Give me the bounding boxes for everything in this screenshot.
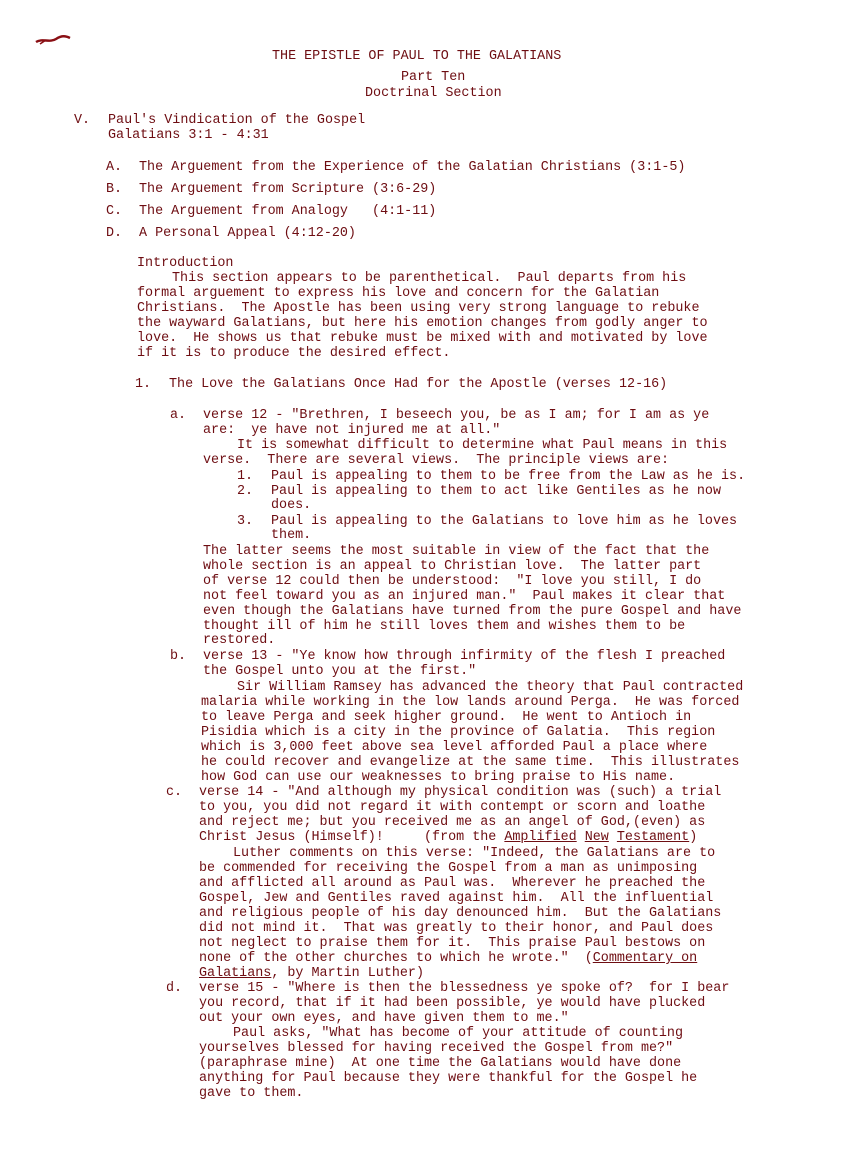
comment-line: Pisidia which is a city in the province of Galatia. This region	[201, 725, 716, 740]
view-line: Paul is appealing to them to be free from the Law as he is.	[271, 469, 746, 484]
intro-line: Christians. The Apostle has been using very strong language to rebuke	[137, 301, 700, 316]
comment-line: It is somewhat difficult to determine what Paul means in this	[237, 438, 728, 453]
outline-item-letter: B.	[106, 182, 123, 197]
outline-item-text: The Arguement from Scripture (3:6-29)	[139, 182, 437, 197]
conclusion-line: even though the Galatians have turned from the pure Gospel and have	[203, 604, 742, 619]
commentary-title: Commentary on	[592, 951, 698, 966]
subpoint-letter: d.	[166, 981, 183, 996]
verse-line: verse 14 - "And although my physical condition was (such) a trial	[199, 785, 722, 800]
verse-line: the Gospel unto you at the first."	[203, 664, 477, 679]
intro-line: the wayward Galatians, but here his emotion changes from godly anger to	[137, 316, 708, 331]
comment-line: yourselves blessed for having received the Gospel from me?"	[199, 1041, 674, 1056]
comment-line: Gospel, Jew and Gentiles raved against him. All the influential	[199, 891, 714, 906]
view-line: Paul is appealing to them to act like Gentiles as he now	[271, 484, 721, 499]
outline-numeral: V.	[74, 113, 91, 128]
conclusion-line: restored.	[203, 633, 276, 648]
section-label: Doctrinal Section	[365, 86, 502, 101]
verse-line: verse 15 - "Where is then the blessedness ye spoke of? for I bear	[199, 981, 730, 996]
subpoint-letter: a.	[170, 408, 187, 423]
comment-line: how God can use our weaknesses to bring praise to His name.	[201, 770, 676, 785]
view-number: 2.	[237, 484, 254, 499]
comment-line: (paraphrase mine) At one time the Galatians would have done	[199, 1056, 682, 1071]
outline-item-text: The Arguement from the Experience of the Galatian Christians (3:1-5)	[139, 160, 686, 175]
document-title: THE EPISTLE OF PAUL TO THE GALATIANS	[272, 49, 562, 64]
intro-line: formal arguement to express his love and concern for the Galatian	[137, 286, 660, 301]
view-number: 1.	[237, 469, 254, 484]
verse-line: and reject me; but you received me as an angel of God,(even) as	[199, 815, 706, 830]
comment-line: malaria while working in the low lands around Perga. He was forced	[201, 695, 740, 710]
view-line: them.	[271, 528, 312, 543]
comment-line: anything for Paul because they were thankful for the Gospel he	[199, 1071, 698, 1086]
verse-line: to you, you did not regard it with contempt or scorn and loathe	[199, 800, 706, 815]
conclusion-line: The latter seems the most suitable in view of the fact that the	[203, 544, 710, 559]
source-testament: Testament	[616, 830, 690, 845]
comment-line: not neglect to praise them for it. This praise Paul bestows on	[199, 936, 706, 951]
conclusion-line: not feel toward you as an injured man." Paul makes it clear that	[203, 589, 726, 604]
point-number: 1.	[135, 377, 152, 392]
subpoint-letter: c.	[166, 785, 183, 800]
comment-line: and religious people of his day denounced him. But the Galatians	[199, 906, 722, 921]
view-line: Paul is appealing to the Galatians to love him as he loves	[271, 514, 738, 529]
intro-heading: Introduction	[137, 256, 234, 271]
comment-line: to leave Perga and seek higher ground. He went to Antioch in	[201, 710, 692, 725]
verse-line: you record, that if it had been possible, ye would have plucked	[199, 996, 706, 1011]
view-number: 3.	[237, 514, 254, 529]
comment-line: gave to them.	[199, 1086, 304, 1101]
comment-line: and afflicted all around as Paul was. Wherever he preached the	[199, 876, 706, 891]
outline-item-letter: C.	[106, 204, 123, 219]
intro-line: if it is to produce the desired effect.	[137, 346, 451, 361]
ink-mark	[34, 34, 72, 46]
comment-line: which is 3,000 feet above sea level afforded Paul a place where	[201, 740, 708, 755]
comment-line: Luther comments on this verse: "Indeed, the Galatians are to	[233, 846, 716, 861]
intro-line: love. He shows us that rebuke must be mixed with and motivated by love	[137, 331, 708, 346]
view-line: does.	[271, 498, 312, 513]
comment-line: did not mind it. That was greatly to their honor, and Paul does	[199, 921, 714, 936]
part-label: Part Ten	[401, 70, 466, 85]
outline-item-letter: D.	[106, 226, 123, 241]
comment-line: he could recover and evangelize at the same time. This illustrates	[201, 755, 740, 770]
verse-source-line	[199, 830, 697, 845]
commentary-title: Galatians	[199, 966, 272, 981]
source-new: New	[584, 830, 609, 845]
outline-item-text: The Arguement from Analogy (4:1-11)	[139, 204, 437, 219]
commentary-author: , by Martin Luther)	[271, 966, 425, 981]
point-heading: The Love the Galatians Once Had for the Apostle (verses 12-16)	[169, 377, 668, 392]
intro-line: This section appears to be parenthetical. Paul departs from his	[172, 271, 687, 286]
outline-heading: Paul's Vindication of the Gospel	[108, 113, 366, 128]
comment-line: Paul asks, "What has become of your attitude of counting	[233, 1026, 683, 1041]
conclusion-line: whole section is an appeal to Christian love. The latter part	[203, 559, 702, 574]
verse-line: out your own eyes, and have given them to me."	[199, 1011, 569, 1026]
comment-line: Sir William Ramsey has advanced the theory that Paul contracted	[237, 680, 744, 695]
citation-line	[199, 966, 424, 981]
comment-line-text: none of the other churches to which he wrote." (	[199, 951, 593, 966]
comment-line: verse. There are several views. The principle views are:	[203, 453, 670, 468]
subpoint-letter: b.	[170, 649, 187, 664]
verse-line: are: ye have not injured me at all."	[203, 423, 501, 438]
verse-line-text: Christ Jesus (Himself)! (from the	[199, 830, 505, 845]
outline-item-text: A Personal Appeal (4:12-20)	[139, 226, 356, 241]
citation-line	[199, 951, 697, 966]
outline-reference: Galatians 3:1 - 4:31	[108, 128, 269, 143]
comment-line: be commended for receiving the Gospel from a man as unimposing	[199, 861, 698, 876]
verse-line: verse 12 - "Brethren, I beseech you, be as I am; for I am as ye	[203, 408, 710, 423]
verse-line: verse 13 - "Ye know how through infirmity of the flesh I preached	[203, 649, 726, 664]
outline-item-letter: A.	[106, 160, 123, 175]
source-close: )	[689, 830, 698, 845]
conclusion-line: thought ill of him he still loves them and wishes them to be	[203, 619, 686, 634]
source-amplified: Amplified	[504, 830, 577, 845]
conclusion-line: of verse 12 could then be understood: "I love you still, I do	[203, 574, 702, 589]
